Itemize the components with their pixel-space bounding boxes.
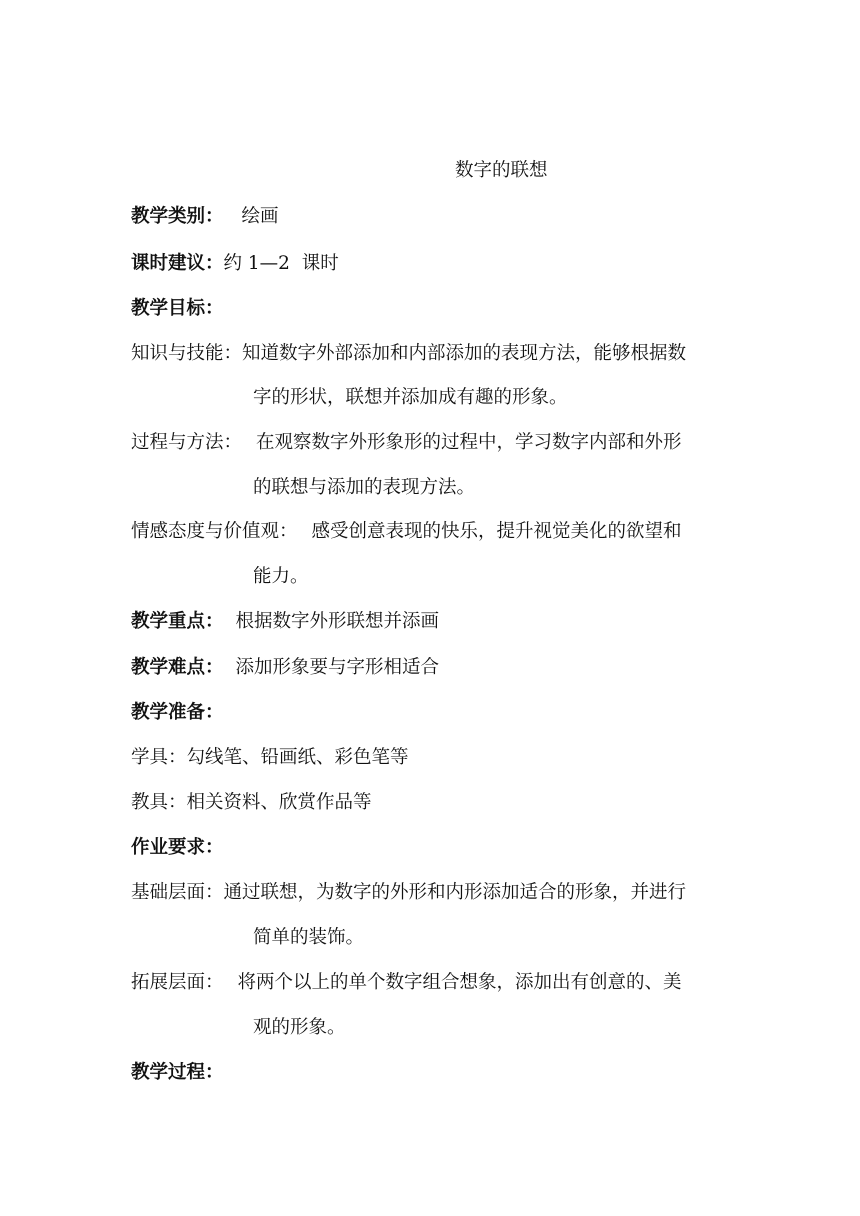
emotion-row [131, 520, 682, 544]
emotion-label: 情感态度与价值观： [131, 521, 298, 542]
category-label: 教学类别： [131, 206, 224, 227]
hours-row [131, 252, 339, 276]
category-value: 绘画 [241, 206, 279, 227]
key-point-row [131, 610, 439, 634]
difficulty-value: 添加形象要与字形相适合 [235, 657, 440, 678]
homework-extended-line1: 将两个以上的单个数字组合想象，添加出有创意的、美 [237, 972, 682, 993]
homework-heading: 作业要求： [131, 837, 224, 858]
difficulty-label: 教学难点： [131, 657, 224, 678]
difficulty-row [131, 656, 439, 680]
knowledge-line1: 知道数字外部添加和内部添加的表现方法，能够根据数 [242, 343, 687, 364]
knowledge-row [131, 342, 686, 366]
key-point-label: 教学重点： [131, 611, 224, 632]
homework-extended-label: 拓展层面： [131, 972, 224, 993]
document-title: 数字的联想 [455, 160, 548, 181]
objectives-heading: 教学目标： [131, 298, 224, 319]
process-line1: 在观察数字外形象形的过程中，学习数字内部和外形 [256, 432, 682, 453]
knowledge-line2: 字的形状，联想并添加成有趣的形象。 [253, 387, 568, 408]
preparation-heading: 教学准备： [131, 702, 224, 723]
category-row [131, 205, 279, 229]
emotion-line1: 感受创意表现的快乐，提升视觉美化的欲望和 [311, 521, 682, 542]
emotion-line2: 能力。 [253, 566, 309, 587]
teacher-tools: 教具：相关资料、欣赏作品等 [131, 792, 372, 813]
process-row [131, 431, 682, 455]
knowledge-label: 知识与技能： [131, 343, 243, 364]
key-point-value: 根据数字外形联想并添画 [235, 611, 440, 632]
homework-basic-line2: 简单的装饰。 [253, 927, 365, 948]
homework-basic-row [131, 881, 686, 905]
hours-value: 约 1—2 课时 [223, 253, 339, 274]
homework-extended-row [131, 971, 682, 995]
homework-extended-line2: 观的形象。 [253, 1017, 346, 1038]
homework-basic-line1: 通过联想，为数字的外形和内形添加适合的形象，并进行 [223, 882, 687, 903]
process-label: 过程与方法： [131, 432, 243, 453]
homework-basic-label: 基础层面： [131, 882, 224, 903]
student-tools: 学具：勾线笔、铅画纸、彩色笔等 [131, 747, 409, 768]
process-line2: 的联想与添加的表现方法。 [253, 477, 476, 498]
process-heading: 教学过程： [131, 1062, 224, 1083]
hours-label: 课时建议： [131, 253, 224, 274]
